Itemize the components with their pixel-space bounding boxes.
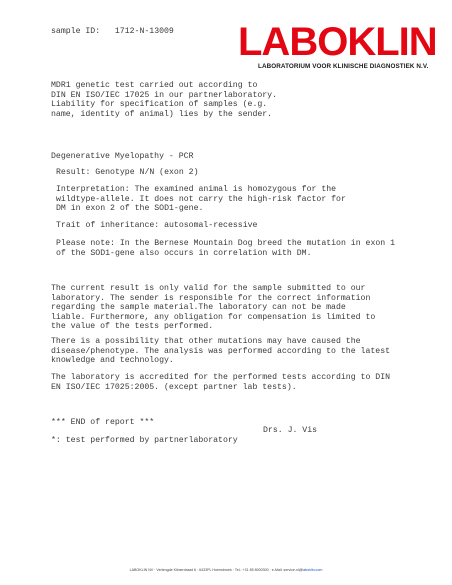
sample-id-label: sample ID: — [51, 27, 101, 36]
sample-id-row — [51, 27, 174, 37]
laboklin-logo — [238, 22, 437, 62]
test-result: Result: Genotype N/N (exon 2) — [56, 168, 199, 177]
logo-subtitle: LABORATORIUM VOOR KLINISCHE DIAGNOSTIEK N.V. — [258, 63, 429, 70]
test-note: Please note: In the Bernese Mountain Dog breed the mutation in exon 1 of the SOD1-gene also occurs in correlation with DM. — [56, 239, 396, 258]
test-interpretation: Interpretation: The examined animal is homozygous for the wildtype-allele. It does not carry the high-risk factor for DM in exon 2 of the SOD1-gene. — [56, 185, 346, 214]
end-of-report: *** END of report *** — [51, 418, 155, 427]
footer-email-domain[interactable]: laboklin.com — [302, 568, 323, 572]
test-inheritance: Trait of inheritance: autosomal-recessive — [56, 221, 258, 230]
sample-id-value: 1712-N-13009 — [114, 27, 174, 36]
disclaimer-accreditation: The laboratory is accredited for the performed tests according to DIN EN ISO/IEC 17025:2005. (except partner lab tests). — [51, 373, 391, 392]
page-footer — [0, 568, 452, 572]
intro-text: MDR1 genetic test carried out according to DIN EN ISO/IEC 17025 in our partnerlaboratory. Liability for specification of samples (e.g. name, identity of animal) lies by the sender. — [51, 81, 278, 119]
footer-text: LABOKLIN NV · Verlengde Klimerdraad 6 · 6433PL Hoensbroek · Tel.: +31 85 8000300 · e-Mail: service.nl@ — [129, 568, 303, 572]
test-title: Degenerative Myelopathy - PCR — [51, 152, 194, 161]
disclaimer-mutations: There is a possibility that other mutations may have caused the disease/phenotype. The analysis was performed according to the latest knowledge and technology. — [51, 337, 391, 366]
signature: Drs. J. Vis — [263, 426, 318, 435]
footnote: *: test performed by partnerlaboratory — [51, 436, 238, 445]
logo-text: LABOKLIN — [238, 20, 437, 64]
disclaimer-validity: The current result is only valid for the sample submitted to our laboratory. The sender is responsible for the correct information regarding the sample material.The laboratory can not be made liable. Furthermore, any obligation for compensation is limited to the value of the tests performed. — [51, 284, 376, 332]
